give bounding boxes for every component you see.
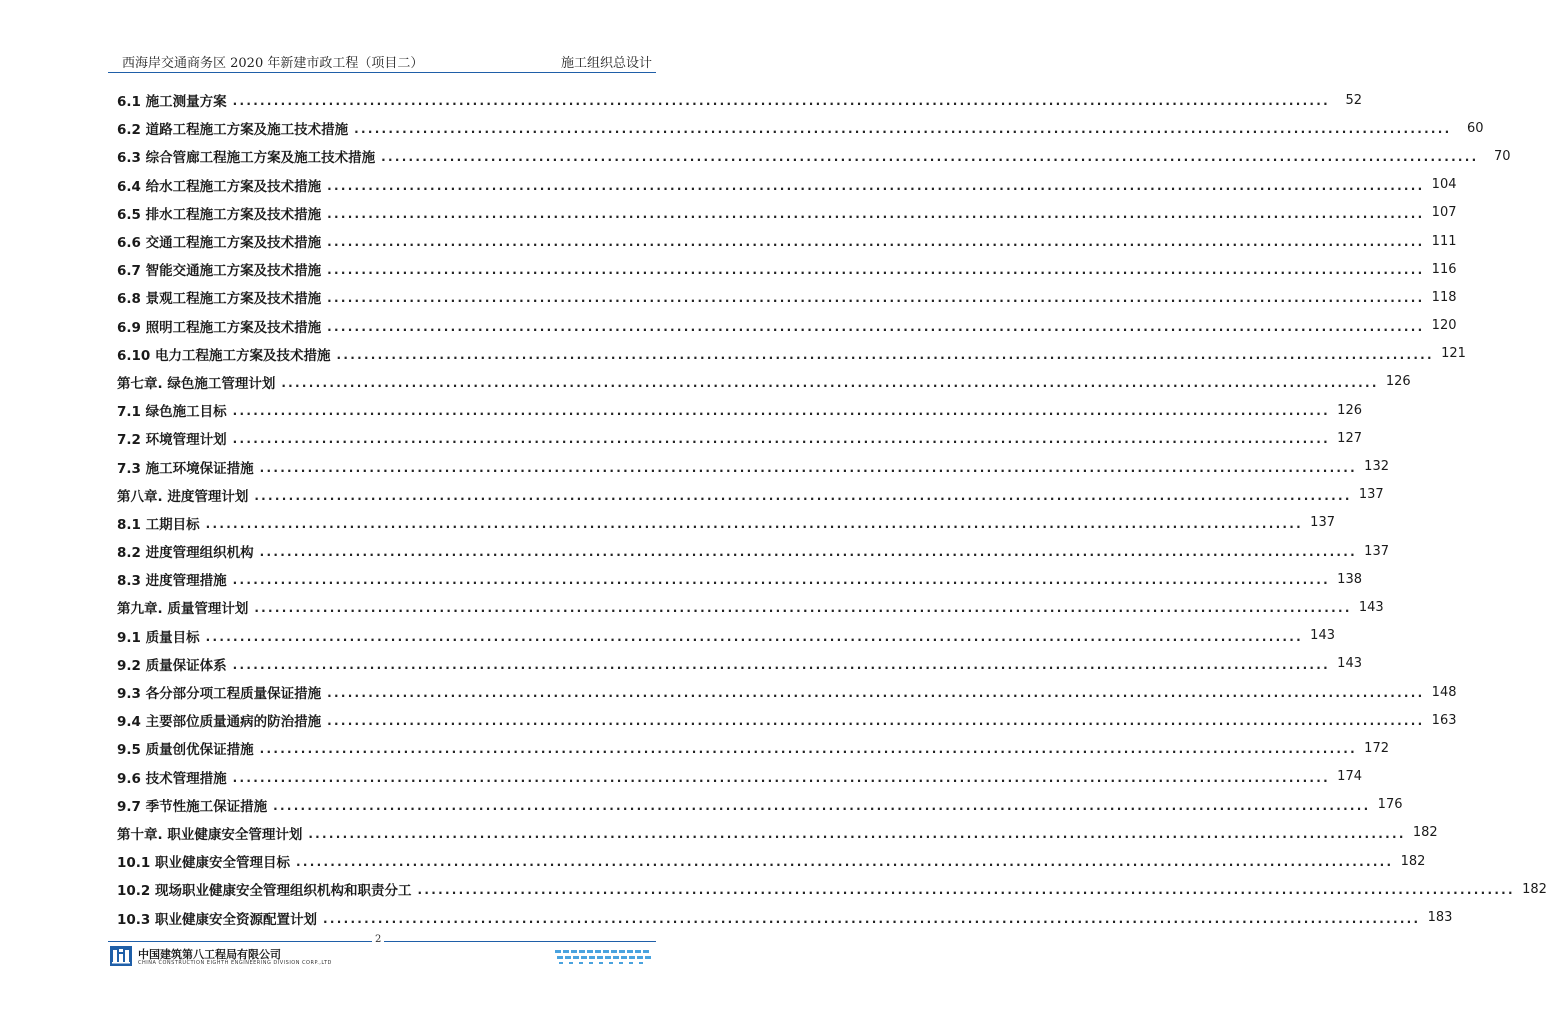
toc-entry-page: 137 <box>1310 515 1335 531</box>
toc-entry[interactable] <box>117 283 1457 311</box>
toc-entry-title: 9.4 主要部位质量通病的防治措施 <box>117 714 322 731</box>
toc-entry-title: 第八章. 进度管理计划 <box>117 488 249 505</box>
toc-entry-title: 6.1 施工测量方案 <box>117 94 227 111</box>
toc-entry-page: 163 <box>1431 712 1457 728</box>
header-document-type: 施工组织总设计 <box>560 56 652 71</box>
toc-entry[interactable] <box>117 312 1457 340</box>
toc-entry-title: 6.4 给水工程施工方案及技术措施 <box>117 178 322 195</box>
toc-dot-leader: ................................................................................................................................................................ <box>281 375 1379 390</box>
toc-entry-page: 120 <box>1431 318 1457 334</box>
toc-dot-leader: ................................................................................................................................................................ <box>323 911 1421 926</box>
toc-dot-leader: ................................................................................................................................................................ <box>254 601 1352 616</box>
toc-entry[interactable] <box>117 255 1457 283</box>
toc-entry[interactable] <box>117 903 1453 931</box>
toc-entry[interactable] <box>117 565 1362 593</box>
toc-dot-leader: ................................................................................................................................................................ <box>354 122 1452 137</box>
toc-dot-leader: ................................................................................................................................................................ <box>205 516 1303 531</box>
toc-entry-page: 137 <box>1358 487 1384 503</box>
toc-entry-title: 6.8 景观工程施工方案及技术措施 <box>117 291 322 308</box>
toc-entry[interactable] <box>117 650 1362 678</box>
toc-entry-page: 118 <box>1431 289 1457 305</box>
company-name: 中国建筑第八工程局有限公司 <box>138 948 281 961</box>
toc-entry[interactable] <box>117 847 1426 875</box>
toc-dot-leader: ................................................................................................................................................................ <box>232 432 1330 447</box>
toc-entry[interactable] <box>117 875 1547 903</box>
toc-entry[interactable] <box>117 368 1411 396</box>
toc-entry[interactable] <box>117 424 1362 452</box>
toc-dot-leader: ................................................................................................................................................................ <box>327 319 1425 334</box>
toc-entry[interactable] <box>117 763 1362 791</box>
toc-entry[interactable] <box>117 622 1335 650</box>
toc-entry-page: 126 <box>1337 402 1362 418</box>
toc-entry-page: 70 <box>1493 148 1511 164</box>
toc-dot-leader: ................................................................................................................................................................ <box>259 742 1357 757</box>
toc-entry-title: 第九章. 质量管理计划 <box>117 601 249 618</box>
toc-dot-leader: ................................................................................................................................................................ <box>205 629 1303 644</box>
toc-entry-page: 121 <box>1441 346 1466 362</box>
toc-entry-title: 9.3 各分部分项工程质量保证措施 <box>117 686 322 703</box>
toc-entry[interactable] <box>117 819 1438 847</box>
toc-entry-title: 9.7 季节性施工保证措施 <box>117 798 268 815</box>
toc-dot-leader: ................................................................................................................................................................ <box>273 798 1371 813</box>
company-logo-icon <box>110 946 132 966</box>
toc-entry-page: 107 <box>1431 205 1457 221</box>
toc-entry[interactable] <box>117 791 1403 819</box>
toc-entry-title: 6.6 交通工程施工方案及技术措施 <box>117 235 322 252</box>
toc-entry-title: 6.2 道路工程施工方案及施工技术措施 <box>117 122 349 139</box>
toc-entry[interactable] <box>117 706 1457 734</box>
toc-entry-page: 172 <box>1364 740 1389 756</box>
toc-entry-page: 126 <box>1385 374 1411 390</box>
toc-entry-page: 176 <box>1377 797 1403 813</box>
header-project-title: 西海岸交通商务区 2020 年新建市政工程（项目二） <box>122 56 424 71</box>
toc-entry-title: 8.3 进度管理措施 <box>117 573 227 590</box>
toc-dot-leader: ................................................................................................................................................................ <box>417 883 1515 898</box>
toc-entry-title: 8.2 进度管理组织机构 <box>117 545 254 562</box>
toc-entry-page: 104 <box>1431 177 1457 193</box>
toc-dot-leader: ................................................................................................................................................................ <box>327 178 1425 193</box>
toc-entry-title: 6.3 综合管廊工程施工方案及施工技术措施 <box>117 150 376 167</box>
toc-entry-page: 182 <box>1400 853 1426 869</box>
toc-entry[interactable] <box>117 171 1457 199</box>
toc-dot-leader: ................................................................................................................................................................ <box>327 686 1425 701</box>
footer-decoration-icon <box>555 948 655 966</box>
toc-dot-leader: ................................................................................................................................................................ <box>254 488 1352 503</box>
toc-entry[interactable] <box>117 734 1389 762</box>
toc-dot-leader: ................................................................................................................................................................ <box>232 404 1330 419</box>
toc-dot-leader: ................................................................................................................................................................ <box>327 291 1425 306</box>
toc-entry[interactable] <box>117 199 1457 227</box>
toc-entry-page: 60 <box>1466 120 1484 136</box>
toc-dot-leader: ................................................................................................................................................................ <box>308 826 1406 841</box>
toc-entry-title: 7.3 施工环境保证措施 <box>117 460 254 477</box>
toc-entry-page: 143 <box>1337 656 1362 672</box>
toc-entry-title: 9.6 技术管理措施 <box>117 770 227 787</box>
toc-entry-page: 137 <box>1364 543 1389 559</box>
toc-entry-title: 8.1 工期目标 <box>117 516 200 533</box>
toc-entry[interactable] <box>117 678 1457 706</box>
toc-dot-leader: ................................................................................................................................................................ <box>232 770 1330 785</box>
toc-entry-page: 138 <box>1337 571 1362 587</box>
toc-entry-page: 111 <box>1431 233 1457 249</box>
toc-entry[interactable] <box>117 340 1466 368</box>
toc-entry[interactable] <box>117 227 1457 255</box>
toc-entry-title: 6.7 智能交通施工方案及技术措施 <box>117 263 322 280</box>
toc-entry-title: 7.2 环境管理计划 <box>117 432 227 449</box>
page-header <box>108 50 656 73</box>
toc-entry-page: 127 <box>1337 430 1362 446</box>
toc-entry-page: 183 <box>1427 910 1453 926</box>
page-number: 2 <box>372 934 384 945</box>
toc-dot-leader: ................................................................................................................................................................ <box>327 235 1425 250</box>
toc-entry-page: 148 <box>1431 684 1457 700</box>
toc-entry-title: 9.5 质量创优保证措施 <box>117 742 254 759</box>
toc-entry-page: 116 <box>1431 261 1457 277</box>
toc-dot-leader: ................................................................................................................................................................ <box>327 206 1425 221</box>
toc-dot-leader: ................................................................................................................................................................ <box>336 347 1434 362</box>
toc-entry-title: 9.2 质量保证体系 <box>117 657 227 674</box>
toc-entry-title: 6.5 排水工程施工方案及技术措施 <box>117 206 322 223</box>
toc-entry-title: 6.9 照明工程施工方案及技术措施 <box>117 319 322 336</box>
toc-entry-title: 7.1 绿色施工目标 <box>117 404 227 421</box>
toc-entry-page: 174 <box>1337 769 1362 785</box>
toc-dot-leader: ................................................................................................................................................................ <box>327 714 1425 729</box>
toc-entry-title: 第十章. 职业健康安全管理计划 <box>117 826 303 843</box>
toc-entry-page: 143 <box>1358 599 1384 615</box>
toc-entry-page: 52 <box>1345 92 1362 108</box>
toc-entry[interactable] <box>117 537 1389 565</box>
toc-dot-leader: ................................................................................................................................................................ <box>327 263 1425 278</box>
toc-entry-page: 143 <box>1310 628 1335 644</box>
toc-entry[interactable] <box>117 142 1511 170</box>
toc-dot-leader: ................................................................................................................................................................ <box>381 150 1479 165</box>
toc-entry[interactable] <box>117 481 1384 509</box>
toc-entry[interactable] <box>117 452 1389 480</box>
toc-dot-leader: ................................................................................................................................................................ <box>232 573 1330 588</box>
toc-entry[interactable] <box>117 396 1362 424</box>
toc-entry-page: 182 <box>1412 825 1438 841</box>
toc-dot-leader: ................................................................................................................................................................ <box>259 545 1357 560</box>
toc-entry-title: 第七章. 绿色施工管理计划 <box>117 375 276 392</box>
toc-dot-leader: ................................................................................................................................................................ <box>259 460 1357 475</box>
toc-entry-page: 182 <box>1522 881 1547 897</box>
toc-dot-leader: ................................................................................................................................................................ <box>232 657 1330 672</box>
toc-entry[interactable] <box>117 509 1335 537</box>
toc-entry[interactable] <box>117 593 1384 621</box>
toc-entry-page: 132 <box>1364 459 1389 475</box>
toc-entry-title: 6.10 电力工程施工方案及技术措施 <box>117 347 331 364</box>
toc-entry-title: 10.1 职业健康安全管理目标 <box>117 855 291 872</box>
toc-dot-leader: ................................................................................................................................................................ <box>232 94 1330 109</box>
toc-entry-title: 10.2 现场职业健康安全管理组织机构和职责分工 <box>117 883 412 900</box>
toc-entry[interactable] <box>117 86 1362 114</box>
toc-dot-leader: ................................................................................................................................................................ <box>296 855 1394 870</box>
table-of-contents <box>117 86 1547 932</box>
company-name-english: CHINA CONSTRUCTION EIGHTH ENGINEERING DIVISION CORP.,LTD <box>138 960 332 966</box>
toc-entry[interactable] <box>117 114 1484 142</box>
toc-entry-title: 9.1 质量目标 <box>117 629 200 646</box>
toc-entry-title: 10.3 职业健康安全资源配置计划 <box>117 911 318 928</box>
